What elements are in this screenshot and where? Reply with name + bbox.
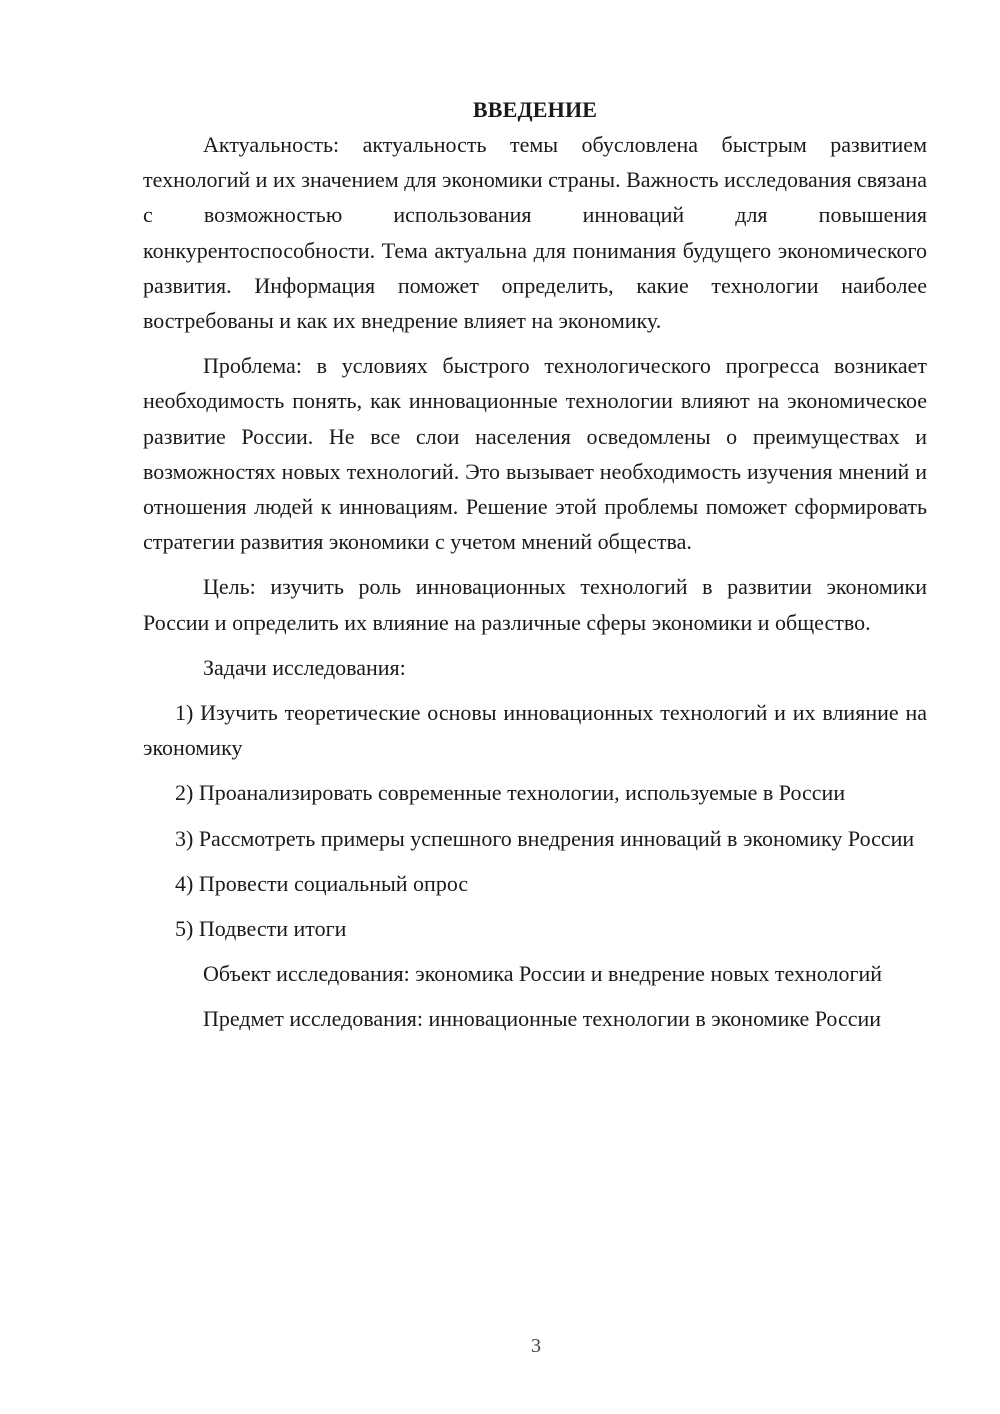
task-item: 1) Изучить теоретические основы инновационных технологий и их влияние на экономику	[143, 700, 927, 761]
task-item: 4) Провести социальный опрос	[175, 870, 469, 896]
problem-paragraph: Проблема: в условиях быстрого технологического прогресса возникает необходимость понять, как инновационные технологии влияют на экономическое развитие России. Не все слои населения осведомлены о преимуществах и возможностях новых технологий. Это вызывает необходимость изучения мнений и отношения людей к инновациям. Решение этой проблемы поможет сформировать стратегии развития экономики с учетом мнений общества.	[143, 353, 927, 555]
task-item: 5) Подвести итоги	[175, 916, 347, 942]
task-item: 2) Проанализировать современные технологии, используемые в России	[175, 780, 846, 806]
tasks-heading: Задачи исследования:	[203, 654, 406, 680]
relevance-paragraph: Актуальность: актуальность темы обусловлена быстрым развитием технологий и их значением для экономики страны. Важность исследования связана с возможностью использования инноваций для повышения конкурентоспособности. Тема актуальна для понимания будущего экономического развития. Информация поможет определить, какие технологии наиболее востребованы и как их внедрение влияет на экономику.	[143, 132, 927, 334]
page-number: 3	[531, 1335, 541, 1357]
task-item: 3) Рассмотреть примеры успешного внедрения инноваций в экономику России	[175, 825, 915, 851]
object-paragraph: Объект исследования: экономика России и внедрение новых технологий	[203, 961, 883, 987]
document-page	[143, 92, 927, 1037]
subject-paragraph: Предмет исследования: инновационные технологии в экономике России	[203, 1006, 882, 1032]
goal-paragraph: Цель: изучить роль инновационных технологий в развитии экономики России и определить их влияние на различные сферы экономики и общество.	[143, 574, 927, 635]
section-heading: ВВЕДЕНИЕ	[472, 97, 598, 122]
